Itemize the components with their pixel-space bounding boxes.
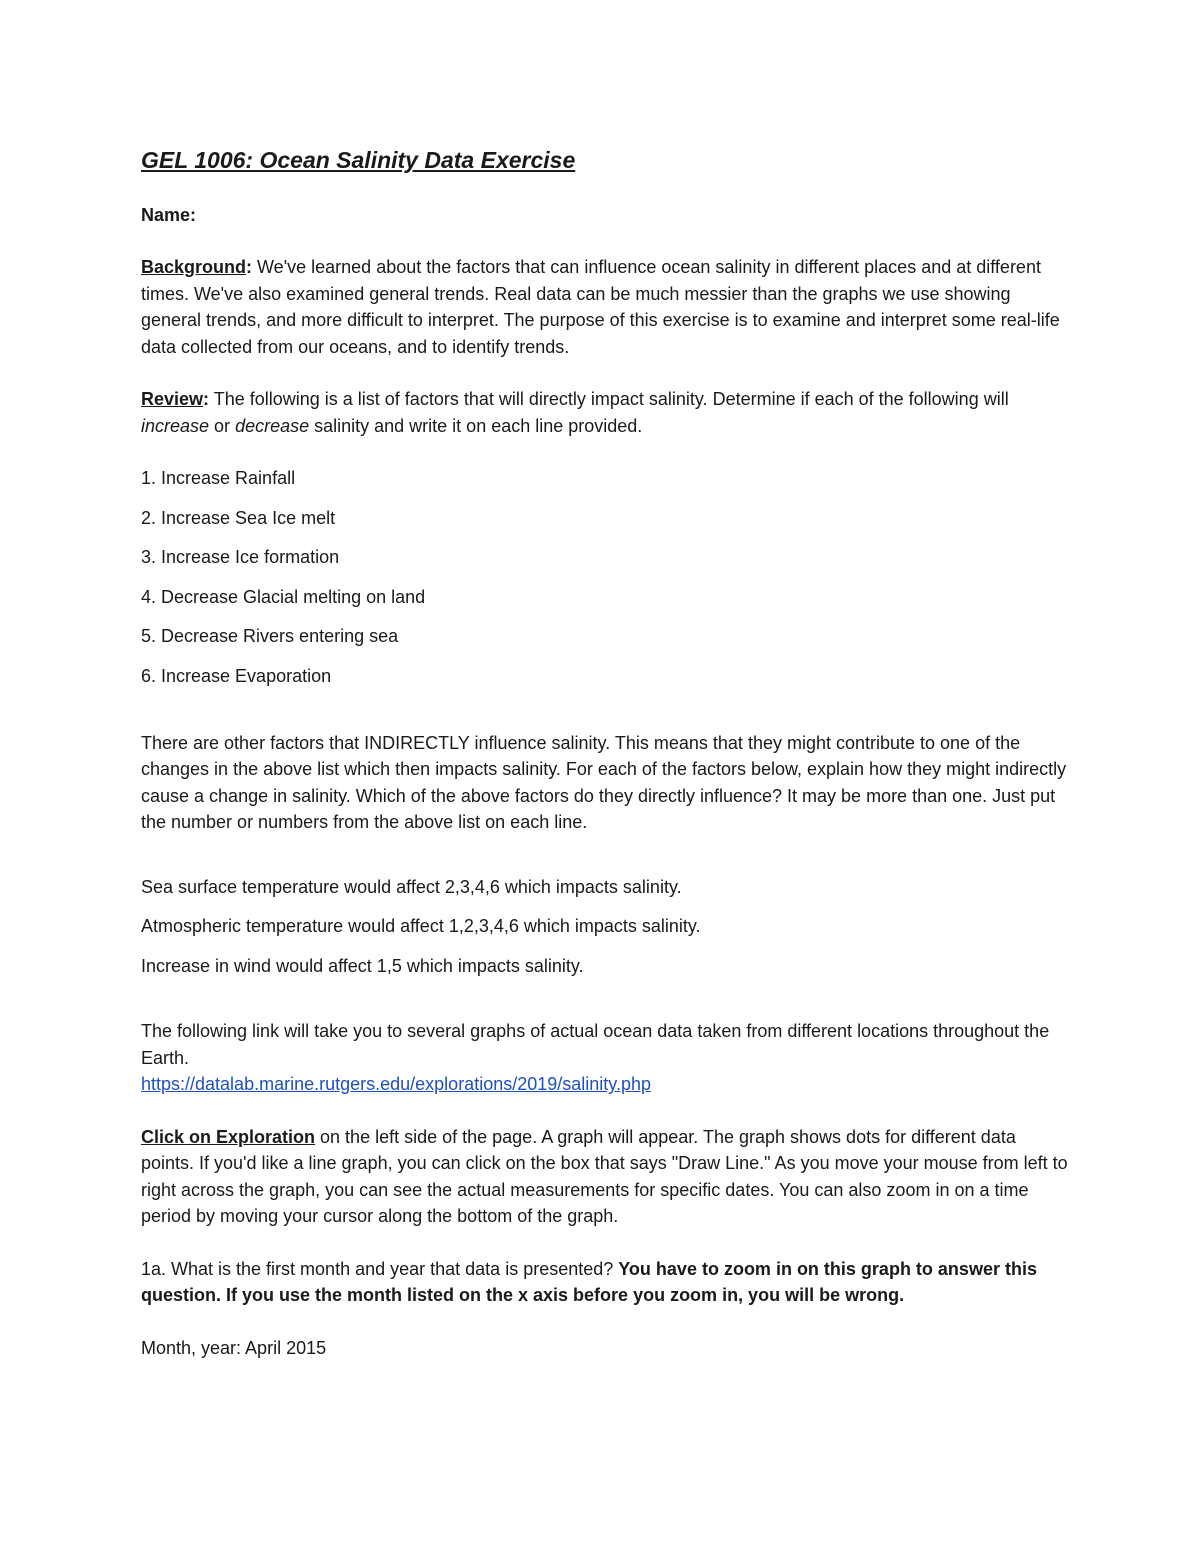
factor-item-5: 5. Decrease Rivers entering sea	[141, 626, 399, 647]
exploration-text: on the left side of the page. A graph will appear. The graph shows dots for different data points. If you'd like a line graph, you can click on the box that says "Draw Line." As you move your mouse from left to right across the graph, you can see the actual measurements for specific dates. You can also zoom in on a time period by moving your cursor along the bottom of the graph.	[141, 1126, 1068, 1227]
review-text-after: salinity and write it on each line provided.	[309, 415, 643, 436]
background-text: We've learned about the factors that can influence ocean salinity in different places and at different times. We've also examined general trends. Real data can be much messier than the graphs we use showing general trends, and more difficult to interpret. The purpose of this exercise is to examine and interpret some real-life data collected from our oceans, and to identify trends.	[141, 257, 1060, 357]
exploration-label: Click on Exploration	[141, 1126, 316, 1147]
review-text-before: The following is a list of factors that will directly impact salinity. Determine if each of the following will	[209, 389, 1009, 409]
review-word-decrease: decrease	[235, 415, 310, 436]
review-label: Review	[141, 389, 204, 409]
factor-item-1: 1. Increase Rainfall	[141, 468, 296, 488]
answer-sea-surface-temperature: Sea surface temperature would affect 2,3,4,6 which impacts salinity.	[141, 876, 682, 897]
factor-list	[141, 465, 1071, 703]
link-intro: The following link will take you to several graphs of actual ocean data taken from different locations throughout the Earth.	[141, 1021, 1050, 1068]
review-word-increase: increase	[141, 415, 210, 436]
factor-item-3: 3. Increase Ice formation	[141, 547, 340, 568]
question-1a-text: 1a. What is the first month and year that data is presented?	[141, 1258, 619, 1279]
review-text-or: or	[209, 415, 236, 436]
answer-list	[141, 874, 1071, 993]
indirect-paragraph: There are other factors that INDIRECTLY influence salinity. This means that they might contribute to one of the changes in the above list which then impacts salinity. For each of the factors below, explain how they might indirectly cause a change in salinity. Which of the above factors do they directly influence? It may be more than one. Just put the number or numbers from the above list on each line.	[141, 732, 1067, 833]
factor-item-6: 6. Increase Evaporation	[141, 665, 332, 686]
name-field-label: Name:	[141, 205, 197, 225]
question-1a-warning: You have to zoom in on this graph to answer this question. If you use the month listed on the x axis before you zoom in, you will be wrong.	[141, 1258, 1037, 1306]
factor-item-2: 2. Increase Sea Ice melt	[141, 507, 336, 528]
background-paragraph	[141, 254, 1071, 360]
exploration-paragraph	[141, 1124, 1071, 1230]
question-1a	[141, 1256, 1071, 1309]
background-label: Background	[141, 257, 247, 277]
page-title: GEL 1006: Ocean Salinity Data Exercise	[141, 147, 576, 173]
background-colon: :	[246, 257, 253, 277]
factor-item-4: 4. Decrease Glacial melting on land	[141, 586, 426, 607]
link-paragraph	[141, 1018, 1071, 1098]
document-content	[141, 140, 1071, 1361]
salinity-data-link[interactable]: https://datalab.marine.rutgers.edu/explorations/2019/salinity.php	[141, 1074, 651, 1095]
review-paragraph	[141, 386, 1071, 439]
review-colon: :	[203, 389, 210, 409]
answer-wind: Increase in wind would affect 1,5 which impacts salinity.	[141, 955, 584, 976]
answer-atmospheric-temperature: Atmospheric temperature would affect 1,2,3,4,6 which impacts salinity.	[141, 916, 701, 937]
month-year-answer: Month, year: April 2015	[141, 1337, 327, 1358]
